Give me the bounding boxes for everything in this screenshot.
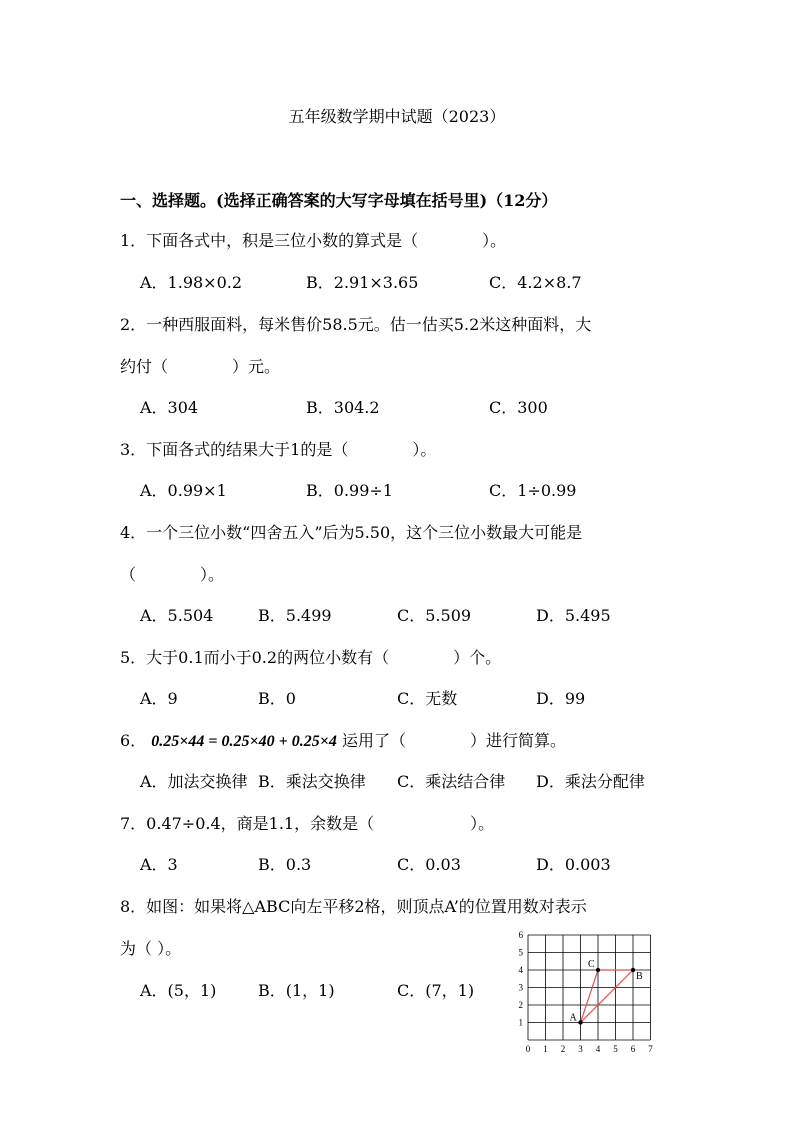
x-tick-label: 5 <box>613 1044 618 1054</box>
question-5-option-d: D．99 <box>536 689 586 708</box>
question-3-option-c: C．1÷0.99 <box>489 481 577 500</box>
question-6-option-b: B．乘法交换律 <box>258 772 366 791</box>
y-tick-label: 3 <box>518 982 523 993</box>
question-2-option-c: C．300 <box>489 398 548 417</box>
question-8-option-c: C．(7，1) <box>397 981 475 1000</box>
question-8-option-a: A．(5，1) <box>140 981 217 1000</box>
question-3-option-a: A．0.99×1 <box>140 481 227 500</box>
vertex-label-c: C <box>588 959 595 970</box>
triangle-abc <box>581 970 634 1023</box>
question-7-text: 7．0.47÷0.4，商是1.1，余数是（ ）。 <box>120 814 495 833</box>
x-tick-label: 7 <box>648 1044 653 1054</box>
question-8-option-b: B．(1，1) <box>258 981 335 1000</box>
y-tick-label: 1 <box>518 1017 523 1028</box>
question-6-text <box>120 730 566 753</box>
question-6-option-c: C．乘法结合律 <box>397 772 506 791</box>
question-6-number: 6． <box>120 731 147 750</box>
question-5-option-a: A．9 <box>140 689 178 708</box>
question-4-text-line-2: （ ）。 <box>120 565 225 584</box>
question-7-option-b: B．0.3 <box>258 855 312 874</box>
question-4-option-c: C．5.509 <box>397 606 472 625</box>
coordinate-grid <box>508 930 658 1060</box>
vertex-point-b <box>631 968 635 972</box>
question-2-text-line-1: 2．一种西服面料，每米售价58.5元。估一估买5.2米这种面料，大 <box>120 315 592 334</box>
coordinate-grid-figure <box>508 930 658 1060</box>
x-tick-label: 0 <box>525 1044 531 1054</box>
x-tick-label: 2 <box>560 1044 566 1054</box>
question-6-suffix: 运用了（ ）进行简算。 <box>341 731 566 750</box>
question-6-option-a: A．加法交换律 <box>140 772 248 791</box>
section-heading: 一、选择题。(选择正确答案的大写字母填在括号里)（12分） <box>120 191 558 210</box>
question-3-text: 3．下面各式的结果大于1的是（ ）。 <box>120 440 437 459</box>
question-2-text-line-2: 约付（ ）元。 <box>120 357 281 376</box>
question-7-option-d: D．0.003 <box>536 855 611 874</box>
question-8-text-line-2: 为（ ）。 <box>120 939 182 958</box>
question-1-option-a: A．1.98×0.2 <box>140 273 243 292</box>
vertex-label-a: A <box>569 1012 577 1024</box>
question-6-formula: 0.25×44 = 0.25×40 + 0.25×4 <box>151 733 337 750</box>
question-1-option-c: C．4.2×8.7 <box>489 273 582 292</box>
y-tick-label: 6 <box>518 930 523 940</box>
page-title: 五年级数学期中试题（2023） <box>288 107 506 126</box>
question-7-option-a: A．3 <box>140 855 178 874</box>
x-tick-label: 4 <box>595 1044 601 1054</box>
y-tick-label: 2 <box>518 1000 523 1010</box>
y-tick-label: 5 <box>518 947 523 958</box>
question-1-option-b: B．2.91×3.65 <box>306 273 419 292</box>
question-1-text: 1．下面各式中，积是三位小数的算式是（ ）。 <box>120 231 507 250</box>
question-2-option-b: B．304.2 <box>306 398 380 417</box>
question-3-option-b: B．0.99÷1 <box>306 481 393 500</box>
question-4-option-d: D．5.495 <box>536 606 611 625</box>
question-8-text-line-1: 8．如图：如果将△ABC向左平移2格，则顶点A’的位置用数对表示 <box>120 897 587 916</box>
question-4-option-b: B．5.499 <box>258 606 332 625</box>
question-5-option-b: B．0 <box>258 689 296 708</box>
question-7-option-c: C．0.03 <box>397 855 461 874</box>
vertex-label-b: B <box>636 971 643 982</box>
question-5-option-c: C．无数 <box>397 689 458 708</box>
vertex-point-c <box>596 968 600 972</box>
x-tick-label: 1 <box>543 1044 548 1054</box>
vertex-point-a <box>578 1020 582 1024</box>
question-2-option-a: A．304 <box>140 398 199 417</box>
question-4-option-a: A．5.504 <box>140 606 214 625</box>
question-5-text: 5．大于0.1而小于0.2的两位小数有（ ）个。 <box>120 648 502 667</box>
y-tick-label: 4 <box>518 965 523 975</box>
x-tick-label: 3 <box>578 1044 583 1054</box>
question-4-text-line-1: 4．一个三位小数“四舍五入”后为5.50，这个三位小数最大可能是 <box>120 523 583 542</box>
question-6-option-d: D．乘法分配律 <box>536 772 645 791</box>
x-tick-label: 6 <box>630 1044 636 1054</box>
